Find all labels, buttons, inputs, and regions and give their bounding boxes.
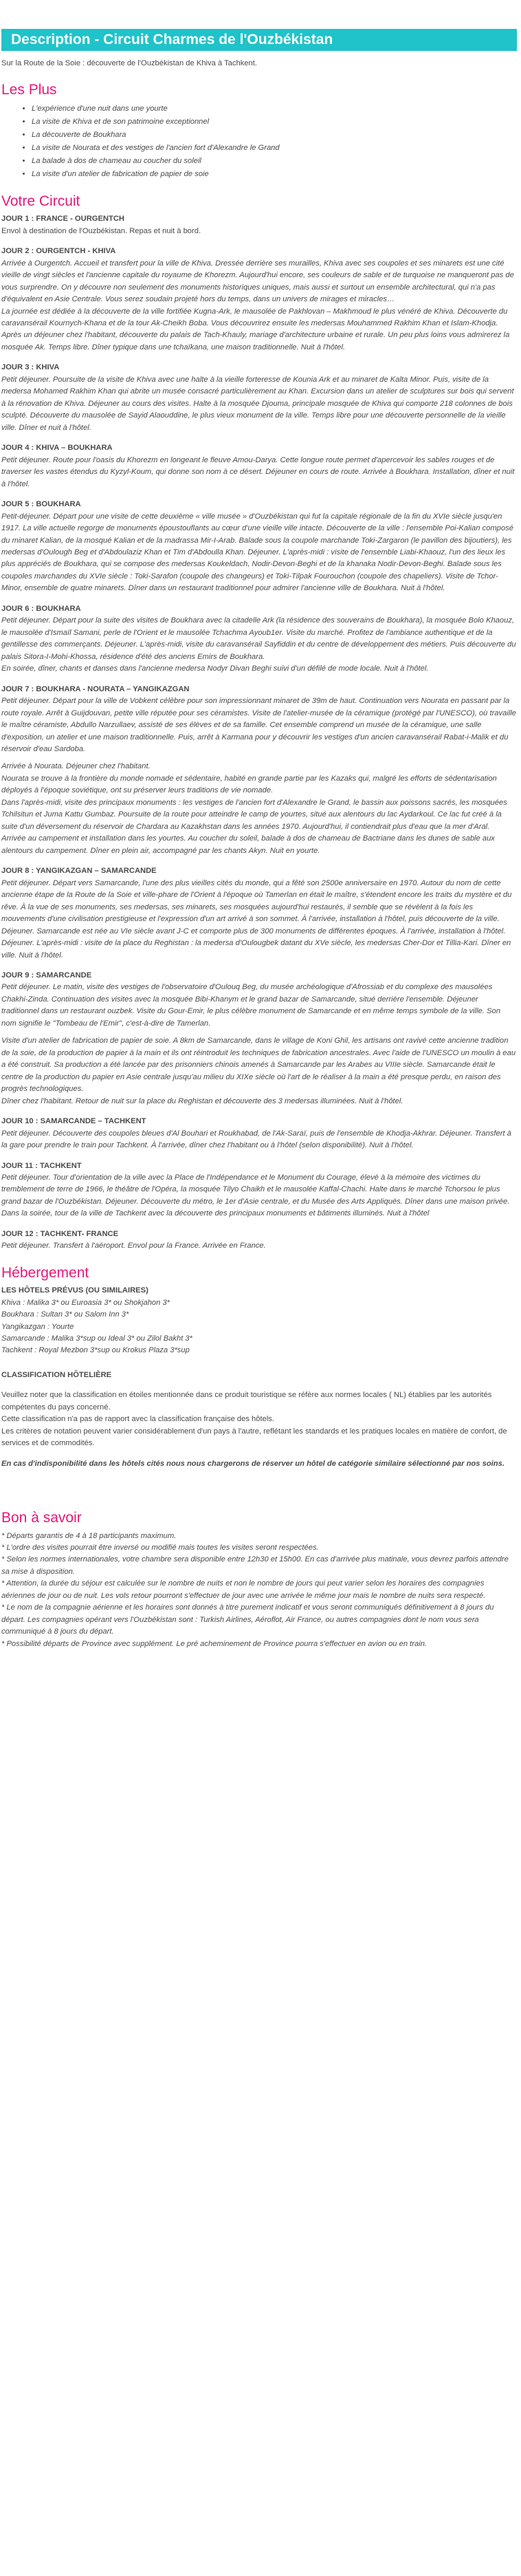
day-text: Visite d'un atelier de fabrication de papier de soie. A 8km de Samarcande, dans le village de Koni Ghil, les artisans ont ravivé cette ancienne tradition de la soie, de la production de papier à la main et ils ont réintroduit les techniques de fabrication ancestrales. Avec l'aide de l'UNESCO un moulin à eau a été construit. Sa production a été lancée par des prisonniers chinois amenés à Samarcande par les Arabes au VIIIe siècle. Samarcande était le centre de la production du papier en Asie centrale jusqu'au milieu du XIXe siècle où l'art de le réaliser à la main a été presque perdu, en raison des progrès technologiques. Dîner chez l'habitant. Retour de nuit sur la place du Reghistan et découverte des 3 medersas illuminées. Nuit à l'hôtel. <box>1 1037 516 1105</box>
day-section <box>1 1160 517 1220</box>
day-section <box>1 865 517 962</box>
day-text: Petit déjeuner. Tour d'orientation de la ville avec la Place de l'Indépendance et le Monument du Courage, élevé à la mémoire des victimes du tremblement de terre de 1966, le théâtre de l'Opéra, la mosquée Tilyo Chaikh et le mausolée Kaffal-Chachi. Halte dans le marché Tchorsou le plus grand bazar de l'Ouzbékistan. Déjeuner. Découverte du métro, le 1er d'Asie centrale, et du Musée des Arts Appliqués. Dîner dans une maison privée. Dans la soirée, tour de la ville de Tachkent avec la découverte des principaux monuments et bâtiments illuminés. Nuit à l'hôtel <box>1 1173 510 1218</box>
day-title: JOUR 4 : KHIVA – BOUKHARA <box>1 444 113 453</box>
day-section <box>1 362 517 434</box>
hotel-line: Khiva : Malika 3* ou Euroasia 3* ou Shokjahon 3* <box>1 1298 170 1307</box>
day-title: JOUR 1 : FRANCE - OURGENTCH <box>1 215 125 224</box>
day-title: JOUR 7 : BOUKHARA - NOURATA – YANGIKAZGAN <box>1 684 190 693</box>
day-title: JOUR 5 : BOUKHARA <box>1 500 81 509</box>
day-text: Arrivée à Ourgentch. Accueil et transfert pour la ville de Khiva. Dressée derrière ses murailles, Khiva avec ses coupoles et ses minarets est une cité vieille de vingt siècles et l'ancienne capitale du royaume de Khorezm. Aujourd'hui encore, ses couleurs de sable et de turquoise ne manqueront pas de vous surprendre. On y découvre non seulement des monuments historiques uniques, mais aussi et surtout un ensemble architectural, qui n'a pas d'équivalent en Asie Centrale. Vous serez soudain projeté hors du temps, dans un univers de mirages et miracles… La journée est dédiée à la découverte de la ville fortifiée Kugna-Ark, le mausolée de Pakhlovan – Makhmoud le plus vénéré de Khiva. Découverte du caravansérail Kournych-Khana et de la tour Ak-Cheikh Boba. Vous découvrirez ensuite les medersas Mouhammed Rakhim Khan et Islam-Khodja. Après un déjeuner chez l'habitant, découverte du palais de Tach-Khauly, mariage d'architecture urbaine et rurale. Un peu plus loins vous admirerez la mosquée Ak. Temps libre. Dîner typique dans une tchaïkana, une maison traditionnelle. Nuit à l'hôtel. <box>1 259 514 351</box>
plus-item: • La découverte de Boukhara <box>32 129 517 142</box>
hotel-line: Yangikazgan : Yourte <box>1 1322 74 1331</box>
day-text: Petit déjeuner. Transfert à l'aéroport. Envol pour la France. Arrivée en France. <box>1 1242 266 1251</box>
plus-item: • La visite d'un atelier de fabrication de papier de soie <box>32 168 517 181</box>
bon-list <box>1 1530 517 1651</box>
day-section <box>1 246 517 354</box>
classification-heading: CLASSIFICATION HÔTELIÈRE <box>1 1370 112 1379</box>
day-title: JOUR 10 : SAMARCANDE – TACHKENT <box>1 1117 146 1126</box>
hotels-heading: LES HÔTELS PRÉVUS (OU SIMILAIRES) <box>1 1286 148 1295</box>
plus-heading: Les Plus <box>1 82 57 98</box>
bon-line: * Possibilité départs de Province avec supplément. Le pré acheminement de Province pourra s'effectuer en avion ou en train. <box>1 1639 428 1648</box>
bon-line: * Selon les normes internationales, votre chambre sera disponible entre 12h30 et 15h00. En cas d'arrivée plus matinale, vous devrez parfois attendre sa mise à disposition. <box>1 1555 509 1576</box>
plus-item: • L'expérience d'une nuit dans une yourte <box>32 102 517 116</box>
bon-line: * L'ordre des visites pourrait être inversé ou modifié mais toutes les visites seront respectées. <box>1 1543 319 1552</box>
bon-line: * Attention, la durée du séjour est calculée sur le nombre de nuits et non le nombre de jours qui peut varier selon les horaires des compagnies aériennes de jour ou de nuit. Les vols retour pourront s'effectuer de jour avec une arrivée le même jour mais le nombre de nuits sera respecté. <box>1 1579 486 1600</box>
bon-heading: Bon à savoir <box>1 1510 82 1526</box>
day-title: JOUR 12 : TACHKENT- FRANCE <box>1 1229 119 1238</box>
hebergement-heading: Hébergement <box>1 1264 89 1281</box>
day-text: Petit déjeuner. Découverte des coupoles bleues d'Al Bouhari et Roukhabad, de l'Ak-Saraï, puis de l'ensemble de Khodja-Akhrar. Déjeuner. Transfert à la gare pour prendre le train pour Tachkent. À l'arrivée, dîner chez l'habitant ou à l'hôtel (selon disponibilité). Nuit à l'hôtel. <box>1 1129 511 1150</box>
hotel-line: Samarcande : Malika 3*sup ou Ideal 3* ou Zilol Bakht 3* <box>1 1334 192 1343</box>
day-text: Petit déjeuner. Poursuite de la visite de Khiva avec une halte à la vieille forteresse de Kounia Ark et au minaret de Kalta Minor. Puis, visite de la medersa Mohamed Rakhim Khan qui abrite un musée consacré particulièrement au Khan. Excursion dans un atelier de sculptures sur bois qui servent à la rénovation de Khiva. Déjeuner au cours des visites. Halte à la mosquée Djouma, principale mosquée de Khiva qui comporte 218 colonnes de bois sculpté. Découverte du mausolée de Sayid Alaouddine, le plus vieux monument de la ville. Temps libre pour une découverte personnelle de la vieille ville. Dîner et nuit à l'hôtel. <box>1 375 514 432</box>
day-text: Petit déjeuner. Départ vers Samarcande, l'une des plus vieilles cités du monde, qui a fêté son 2500e anniversaire en 1970. Autour du nom de cette ancienne étape de la Route de la Soie et ville-phare de l'Orient à l'époque où Tamerlan en était le maître, s'étendent encore les traits du mystère et du rêve. À la vue de ses monuments, ses medersas, ses minarets, ses mosquées aujourd'hui restaurés, il semble que se révèlent à la fois les mouvements d'une civilisation prestigieuse et l'expression d'un art arrivé à son sommet. À l'arrivée, installation à l'hôtel, puis découverte de la ville. Déjeuner. Samarcande est née au VIe siècle avant J-C et comporte plus de 300 monuments de différentes époques. À l'arrivée, installation à l'hôtel. Déjeuner. L'après-midi : visite de la place du Reghistan : la medersa d'Oulougbek datant du XVe siècle, les medersas Cher-Dor et Tillia-Kari. Dîner en ville. Nuit à l'hôtel. <box>1 878 512 960</box>
day-section <box>1 684 517 858</box>
day-text: Petit déjeuner. Le matin, visite des vestiges de l'observatoire d'Oulouq Beg, du musée archéologique d'Afrossiab et du complexe des mausolées Chakhi-Zinda. Continuation des visites avec la mosquée Bibi-Khanym et le grand bazar de Samarcande, situé derrière l'ensemble. Déjeuner traditionnel dans un restaurant ouzbek. Visite du Gour-Emir, le plus célèbre monument de Samarcande et en même temps symbole de la ville. Son nom signifie le "Tombeau de l'Emir", c'est-à-dire de Tamerlan. <box>1 983 500 1028</box>
bon-line: * Le nom de la compagnie aérienne et les horaires sont donnés à titre purement indicatif et vous seront communiqués définitivement à 8 jours du départ. Les compagnies opérant vers l'Ouzbékistan sont : Turkish Airlines, Aéroflot, Air France, ou autres compagnies dont le nom vous sera communiqué à 8 jours du départ. <box>1 1603 494 1636</box>
day-section <box>1 442 517 490</box>
page-title: Description - Circuit Charmes de l'Ouzbékistan <box>1 29 517 51</box>
day-title: JOUR 8 : YANGIKAZGAN – SAMARCANDE <box>1 867 157 876</box>
day-title: JOUR 9 : SAMARCANDE <box>1 971 92 979</box>
plus-item: • La visite de Khiva et de son patrimoine exceptionnel <box>32 116 517 129</box>
day-section <box>1 1116 517 1151</box>
availability-note: En cas d'indisponibilité dans les hôtels cités nous nous chargerons de réserver un hôtel de catégorie similaire sélectionné par nos soins. <box>1 1459 505 1468</box>
day-section <box>1 603 517 675</box>
day-section <box>1 499 517 595</box>
day-title: JOUR 11 : TACHKENT <box>1 1161 82 1170</box>
page <box>0 29 521 1650</box>
day-section <box>1 1229 517 1253</box>
day-section <box>1 970 517 1107</box>
hotel-line: Boukhara : Sultan 3* ou Salom Inn 3* <box>1 1310 129 1319</box>
day-text: Arrivée à Nourata. Déjeuner chez l'habitant. Nourata se trouve à la frontière du monde nomade et sédentaire, habité en grande partie par les Kazaks qui, malgré les efforts de sédentarisation déployés à l'époque soviétique, ont su préserver leurs traditions de vie nomade. Dans l'après-midi, visite des principaux monuments : les vestiges de l'ancien fort d'Alexandre le Grand, le bassin aux poissons sacrés, les mosquées Tchilsitun et Juma Kattu Gumbaz. Poursuite de la route pour atteindre le camp de yourtes, situé aux alentours du lac Aydarkoul. Ce lac fut créé à la suite d'un déversement du réservoir de Chardara au Kazakhstan dans les années 1970. Aujourd'hui, il contiendrait plus d'eau que la mer d'Aral. Arrivée au campement et installation dans les yourtes. Au coucher du soleil, balade à dos de chameau de Bactriane dans les dunes de sable aux alentours du campement. Dîner en plein air, accompagné par les chants Akyn. Nuit en yourte. <box>1 762 507 855</box>
day-text: Petit déjeuner. Départ pour la suite des visites de Boukhara avec la citadelle Ark (la résidence des souverains de Boukhara), la mosquée Bolo Khaouz, le mausolée d'Ismaïl Samani, perle de l'Orient et le mausolée Tchachma Ayoub1er. Visite du marché. Profitez de l'ambiance authentique et de la gentillesse des commerçants. Déjeuner. L'après-midi, visite du caravansérail Sayfiddin et du centre de développement des métiers. Puis découverte du palais Sitora-I-Mohi-Khossa, résidence d'été des anciens Emirs de Boukhara. En soirée, dîner, chants et danses dans l'ancienne medersa Nodyr Divan Beghi suivi d'un défilé de mode locale. Nuit à l'hôtel. <box>1 616 516 673</box>
day-title: JOUR 2 : OURGENTCH - KHIVA <box>1 247 116 256</box>
circuit-heading: Votre Circuit <box>1 193 80 209</box>
hotel-line: Tachkent : Royal Mezbon 3*sup ou Krokus Plaza 3*sup <box>1 1346 190 1355</box>
day-title: JOUR 6 : BOUKHARA <box>1 604 81 613</box>
plus-item: • La balade à dos de chameau au coucher du soleil <box>32 155 517 168</box>
intro-text: Sur la Route de la Soie : découverte de l'Ouzbékistan de Khiva à Tachkent. <box>1 59 257 67</box>
day-section <box>1 213 517 237</box>
bon-line: * Départs garantis de 4 à 18 participants maximum. <box>1 1531 177 1540</box>
plus-list <box>1 102 517 181</box>
day-text: Petit déjeuner. Départ pour la ville de Vobkent célèbre pour son impressionnant minaret de 39m de haut. Continuation vers Nourata en passant par la route royale. Arrêt à Guijdouvan, petite ville réputée pour ses céramistes. Visite de l'atelier-musée de la céramique (protégé par l'UNESCO), où travaille le maître céramiste, Abdullo Narzullaev, assisté de ses élèves et de sa famille. Cet ensemble comprend un musée de la céramique, une salle d'exposition, un atelier et une maison traditionnelle. Puis, arrêt à Karmana pour y découvrir les vestiges d'un ancien caravansérail Rabat-i-Malik et du réservoir d'eau Sardoba. <box>1 697 517 753</box>
classification-text: Veuillez noter que la classification en étoiles mentionnée dans ce produit touristique se réfère aux normes locales ( NL) établies par les autorités compétentes du pays concerné. Cette classification n'a pas de rapport avec la classification française des hôtels. Les critères de notation peuvent varier considérablement d'un pays à l'autre, reflétant les standards et les pratiques locales en matière de confort, de services et de commodités. <box>1 1391 507 1448</box>
day-text: Petit-déjeuner. Départ pour une visite de cette deuxième « ville musée » d'Ouzbékistan qui fut la capitale régionale de la fin du XVIe siècle jusqu'en 1917. La ville actuelle regorge de monuments époustouflants au cœur d'une vieille ville intacte. Découverte de la ville : l'ensemble Poi-Kalian composé du minaret Kalian, de la mosqué Kalian et de la madrassa Mir-I-Arab. Balade sous la coupole marchande Toki-Zargaron (le pavillon des bijoutiers), les medersas d'Oulough Beg et d'Abdoulaziz Khan et Tim d'Abdoulla Khan. Déjeuner. L'après-midi : visite de l'ensemble Liabi-Khaouz, l'un des lieux les plus appréciés de Boukhara, qui se compose des medersas Koukeldach, Nodir-Devon-Beghi et de la khanaka Nodir-Devon-Beghi. Balade sous les coupoles marchandes du XVIe siècle : Toki-Sarafon (coupole des changeurs) et Toki-Tilpak Fourouchon (coupole des chapeliers). Visite de Tchor-Minor, ensemble de quatre minarets. Dîner dans un restaurant traditionnel pour admirer l'ancienne ville de Boukhara. Nuit à l'hôtel. <box>1 512 513 593</box>
day-text: Petit déjeuner. Route pour l'oasis du Khorezm en longeant le fleuve Amou-Darya. Cette longue route permet d'apercevoir les sables rouges et de traverser les vastes étendus du Kyzyl-Koum, qui donne son nom à ce désert. Déjeuner en cours de route. Arrivée à Boukhara. Installation, dîner et nuit à l'hôtel. <box>1 455 515 488</box>
day-text: Envol à destination de l'Ouzbékistan. Repas et nuit à bord. <box>1 226 201 235</box>
day-title: JOUR 3 : KHIVA <box>1 363 60 372</box>
plus-item: • La visite de Nourata et des vestiges de l'ancien fort d'Alexandre le Grand <box>32 142 517 155</box>
